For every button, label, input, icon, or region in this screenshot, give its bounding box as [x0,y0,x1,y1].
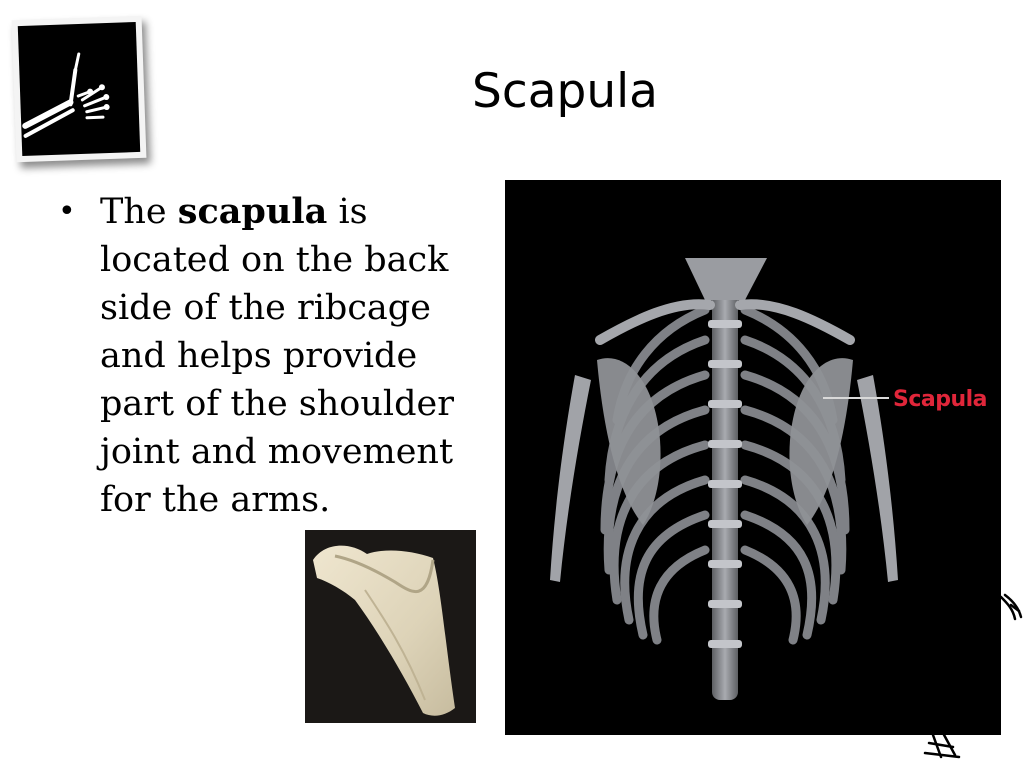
bullet-text [100,188,500,524]
bullet-bold-term: scapula [177,191,328,232]
skeleton-arm-logo-icon [12,16,147,162]
skeleton-figure-icon [915,585,1024,765]
bullet-marker: • [58,194,76,229]
xray-scapula-label: Scapula [893,387,988,412]
bullet-prefix: The [100,192,178,232]
scapula-bone-photo [305,530,476,723]
slide-title: Scapula [472,64,658,119]
bullet-suffix: is located on the back side of the ribcage and helps provide part of the shoulder joint and movement for the arms. [100,192,454,520]
